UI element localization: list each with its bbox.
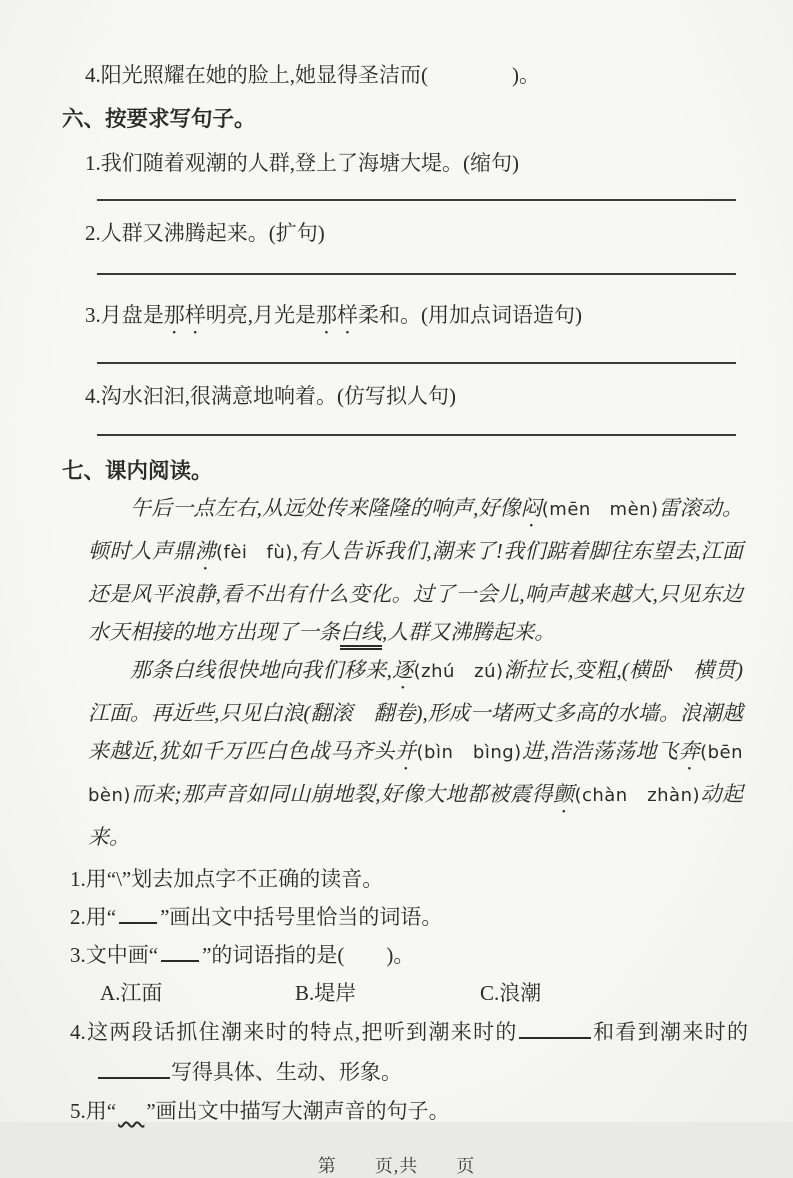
dotted-char: 逐 [391, 658, 414, 682]
text-segment: 午后一点左右,从远处传来隆隆的响声,好像 [130, 496, 521, 520]
s6-item-2: 2.人群又沸腾起来。(扩句) [85, 221, 325, 245]
s7-question-4 [70, 1012, 748, 1092]
text-segment: 2.用“ [70, 905, 117, 929]
reading-questions [0, 860, 793, 1130]
pinyin-choices: (bìn bìng) [416, 742, 522, 763]
section-6-title: 六、按要求写句子。 [62, 107, 256, 131]
dotted-char: 颤 [552, 782, 575, 806]
text-segment: 柔和。(用加点词语造句) [358, 303, 582, 327]
section-7-title: 七、课内阅读。 [62, 459, 213, 483]
dotted-char: 沸 [194, 539, 216, 563]
text-segment: ,有人告诉我们,潮来了!我们踮着脚往东望去,江面还是风平浪静,看不出有什么变化。过了一会儿,响声越来越大,只见东边水天相接的地方出现了一条 [88, 539, 744, 644]
page-footer: 第 页,共 页 [317, 1156, 476, 1176]
passage-paragraph-1 [88, 489, 743, 651]
answer-line-1 [97, 199, 736, 201]
text-segment: 5.用“ [70, 1099, 117, 1123]
underline-mark [119, 907, 157, 924]
fill-blank [519, 1022, 591, 1039]
text-segment: ”的词语指的是( )。 [202, 943, 415, 967]
s6-item-4: 4.沟水汩汩,很满意地响着。(仿写拟人句) [85, 384, 456, 408]
s6-item-3 [85, 300, 748, 339]
text-segment: ”画出文中描写大潮声音的句子。 [146, 1099, 450, 1123]
s7-question-2 [70, 898, 748, 936]
answer-line-4 [97, 434, 736, 436]
fill-blank [98, 1062, 170, 1079]
dotted-char: 闷 [520, 496, 542, 520]
pinyin-choices: (bēn bèn) [88, 742, 762, 806]
text-segment: 动起来。 [88, 782, 743, 849]
dotted-char: 并 [394, 739, 417, 763]
q3-options-row [70, 974, 748, 1012]
pinyin-choices: (fèi fù) [215, 542, 293, 563]
text-segment: 4.这两段话抓住潮来时的特点,把听到潮来时的 [70, 1020, 518, 1044]
text-segment: 渐拉长,变粗,(横卧 横贯)江面。再近些,只见白浪(翻滚 翻卷),形成一堵两丈多高的水墙。浪潮越来越近,犹如千万匹白色战马齐头 [88, 658, 743, 763]
text-segment: 雷滚动。顿时人声鼎 [88, 496, 744, 563]
dotted-char: 奔 [678, 739, 701, 763]
emphasized-word: 那样 [163, 303, 206, 327]
s7-question-1: 1.用“\”划去加点字不正确的读音。 [70, 867, 384, 891]
pinyin-choices: (zhú zú) [413, 661, 504, 682]
s7-question-3 [70, 936, 748, 974]
underline-mark [161, 945, 199, 962]
s7-question-5 [70, 1092, 748, 1130]
double-underlined-word: 白线 [340, 620, 382, 650]
text-segment: 3.月盘是 [85, 303, 164, 327]
fill-blank-item-4: 4.阳光照耀在她的脸上,她显得圣洁而( )。 [85, 63, 540, 87]
pinyin-choices: (chàn zhàn) [574, 785, 701, 806]
text-segment: 3.文中画“ [70, 943, 159, 967]
passage-paragraph-2 [88, 651, 762, 856]
text-segment: 而来;那声音如同山崩地裂,好像大地都被震得 [130, 782, 553, 806]
text-segment: 写得具体、生动、形象。 [171, 1060, 402, 1084]
text-segment: 那条白线很快地向我们移来, [130, 658, 392, 682]
text-segment: 明亮,月光是 [205, 303, 316, 327]
text-segment: ,人群又沸腾起来。 [382, 620, 556, 644]
option-c: C.浪潮 [480, 981, 542, 1005]
wavy-underline-mark [118, 1092, 144, 1130]
answer-line-2 [97, 273, 736, 275]
option-b: B.堤岸 [295, 981, 357, 1005]
text-segment: 和看到潮来时的 [591, 1020, 748, 1044]
answer-line-3 [97, 362, 736, 364]
reading-passage [88, 489, 762, 856]
pinyin-choices: (mēn mèn) [541, 499, 659, 520]
s6-item-1: 1.我们随着观潮的人群,登上了海塘大堤。(缩句) [85, 151, 519, 175]
text-segment: 进,浩浩荡荡地飞 [521, 739, 679, 763]
emphasized-word: 那样 [316, 303, 358, 327]
option-a: A.江面 [100, 981, 163, 1005]
text-segment: ”画出文中括号里恰当的词语。 [160, 905, 443, 929]
